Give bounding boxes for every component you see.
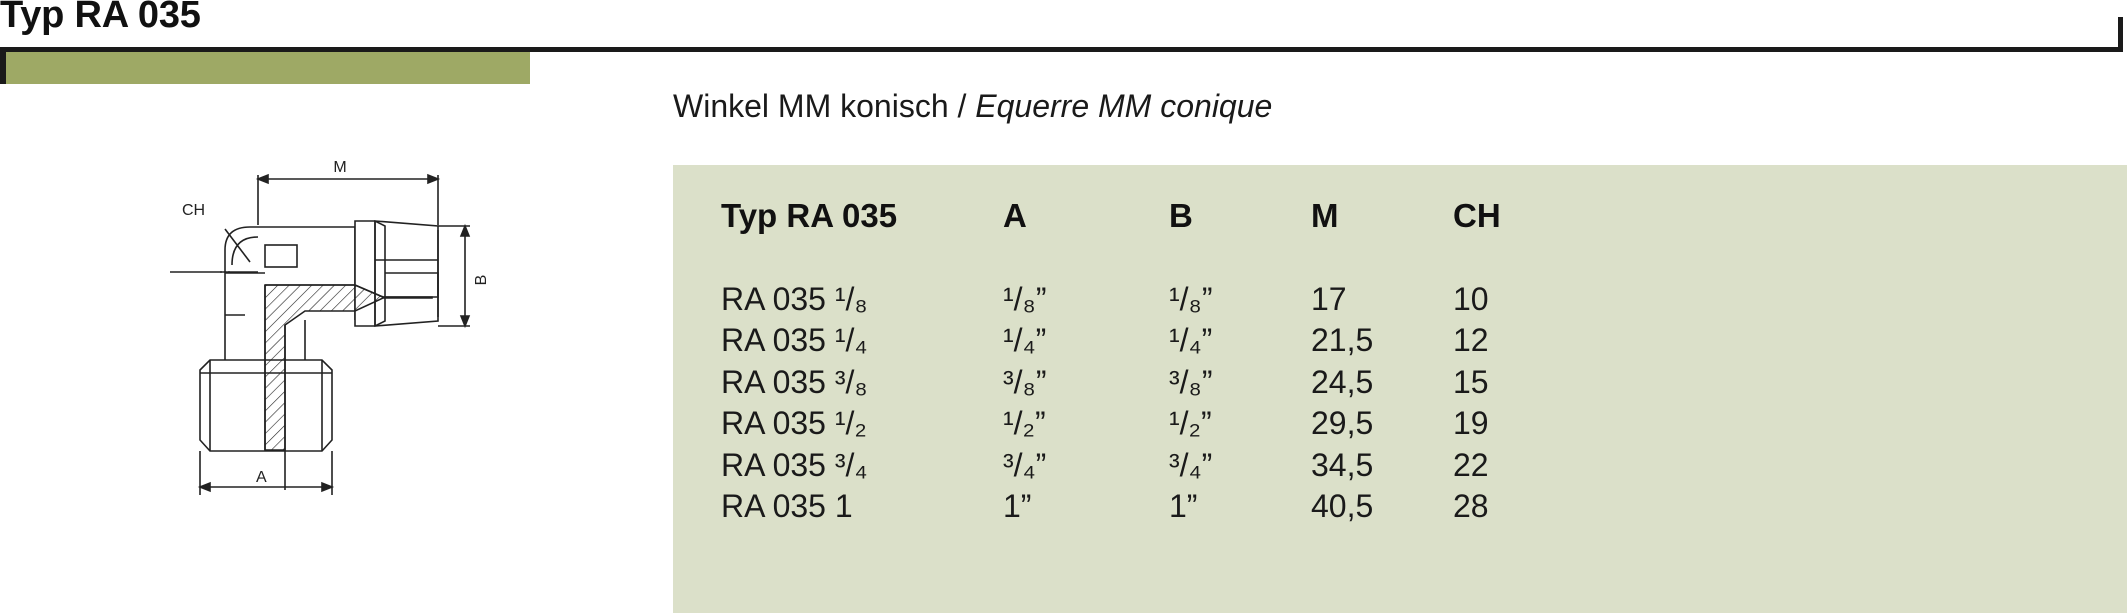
cell-type: RA 035 ¹/₈ [721, 281, 868, 317]
cell-m: 40,5 [1311, 488, 1374, 524]
cell-m: 21,5 [1311, 322, 1374, 358]
cell-type: RA 035 ³/₈ [721, 364, 868, 400]
cell-a: ³/₈” [1003, 364, 1047, 400]
cell-type: RA 035 ¹/₄ [721, 322, 868, 358]
cell-b: ³/₄” [1169, 447, 1213, 483]
dimension-label-m: M [333, 159, 347, 176]
cell-ch: 22 [1453, 447, 1489, 483]
subtitle-french: Equerre MM conique [975, 88, 1273, 124]
cell-type: RA 035 1 [721, 488, 853, 524]
cell-b: ¹/₈” [1169, 281, 1213, 317]
cell-m: 29,5 [1311, 405, 1374, 441]
cell-ch: 12 [1453, 322, 1489, 358]
header-rule-end-tick [2118, 17, 2123, 52]
cell-type: RA 035 ¹/₂ [721, 405, 867, 441]
cell-ch: 19 [1453, 405, 1489, 441]
subtitle [673, 88, 1272, 125]
cell-b: 1” [1169, 488, 1198, 524]
cell-b: ¹/₂” [1169, 405, 1212, 441]
cell-type: RA 035 ³/₄ [721, 447, 868, 483]
column-header-a: A [1003, 197, 1027, 234]
dimension-label-b: B [473, 274, 490, 286]
fitting-technical-drawing [170, 155, 510, 500]
cell-m: 34,5 [1311, 447, 1374, 483]
column-header-b: B [1169, 197, 1193, 234]
cell-a: 1” [1003, 488, 1032, 524]
subtitle-german: Winkel MM konisch / [673, 88, 976, 124]
cell-m: 17 [1311, 281, 1347, 317]
page-title: Typ RA 035 [0, 0, 201, 36]
dimension-table-panel [673, 165, 2127, 613]
cell-b: ³/₈” [1169, 364, 1213, 400]
cell-a: ¹/₂” [1003, 405, 1046, 441]
dimension-label-ch: CH [182, 202, 206, 219]
cell-a: ¹/₄” [1003, 322, 1047, 358]
column-header-m: M [1311, 197, 1339, 234]
cell-a: ³/₄” [1003, 447, 1047, 483]
column-header-type: Typ RA 035 [721, 197, 898, 234]
cell-a: ¹/₈” [1003, 281, 1047, 317]
cell-ch: 10 [1453, 281, 1489, 317]
cell-b: ¹/₄” [1169, 322, 1213, 358]
cell-m: 24,5 [1311, 364, 1374, 400]
column-header-ch: CH [1453, 197, 1501, 234]
dimension-label-a: A [256, 469, 267, 486]
accent-bar [6, 52, 530, 84]
cell-ch: 15 [1453, 364, 1489, 400]
cell-ch: 28 [1453, 488, 1489, 524]
